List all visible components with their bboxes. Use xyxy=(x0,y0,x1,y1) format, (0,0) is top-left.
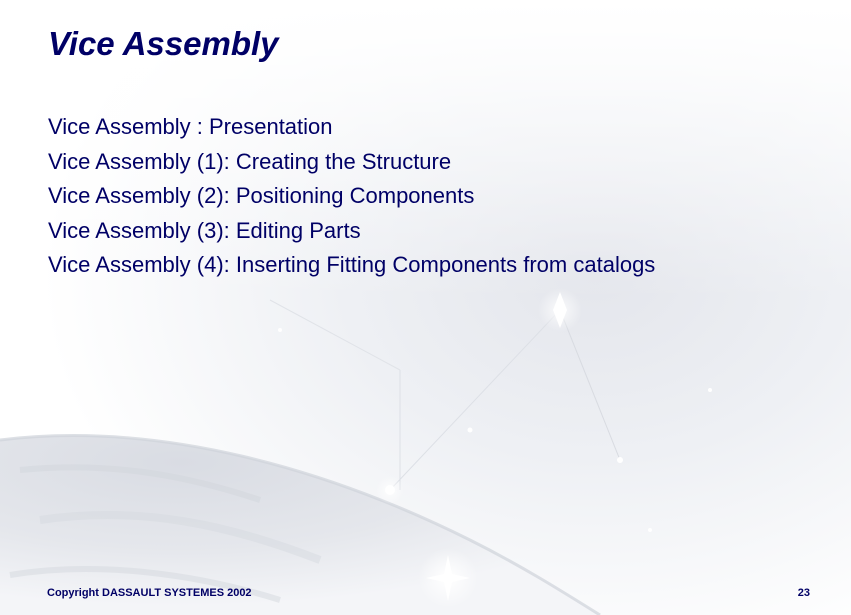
agenda-list xyxy=(48,110,655,283)
footer-copyright: Copyright DASSAULT SYSTEMES 2002 xyxy=(47,587,252,599)
agenda-item: Vice Assembly : Presentation xyxy=(48,114,333,139)
agenda-item: Vice Assembly (4): Inserting Fitting Components from catalogs xyxy=(48,252,656,277)
page-number: 23 xyxy=(797,587,810,599)
agenda-item: Vice Assembly (1): Creating the Structure xyxy=(48,148,452,174)
slide-title: Vice Assembly xyxy=(48,25,279,62)
agenda-item: Vice Assembly (3): Editing Parts xyxy=(48,217,361,243)
agenda-item: Vice Assembly (2): Positioning Components xyxy=(48,183,475,208)
